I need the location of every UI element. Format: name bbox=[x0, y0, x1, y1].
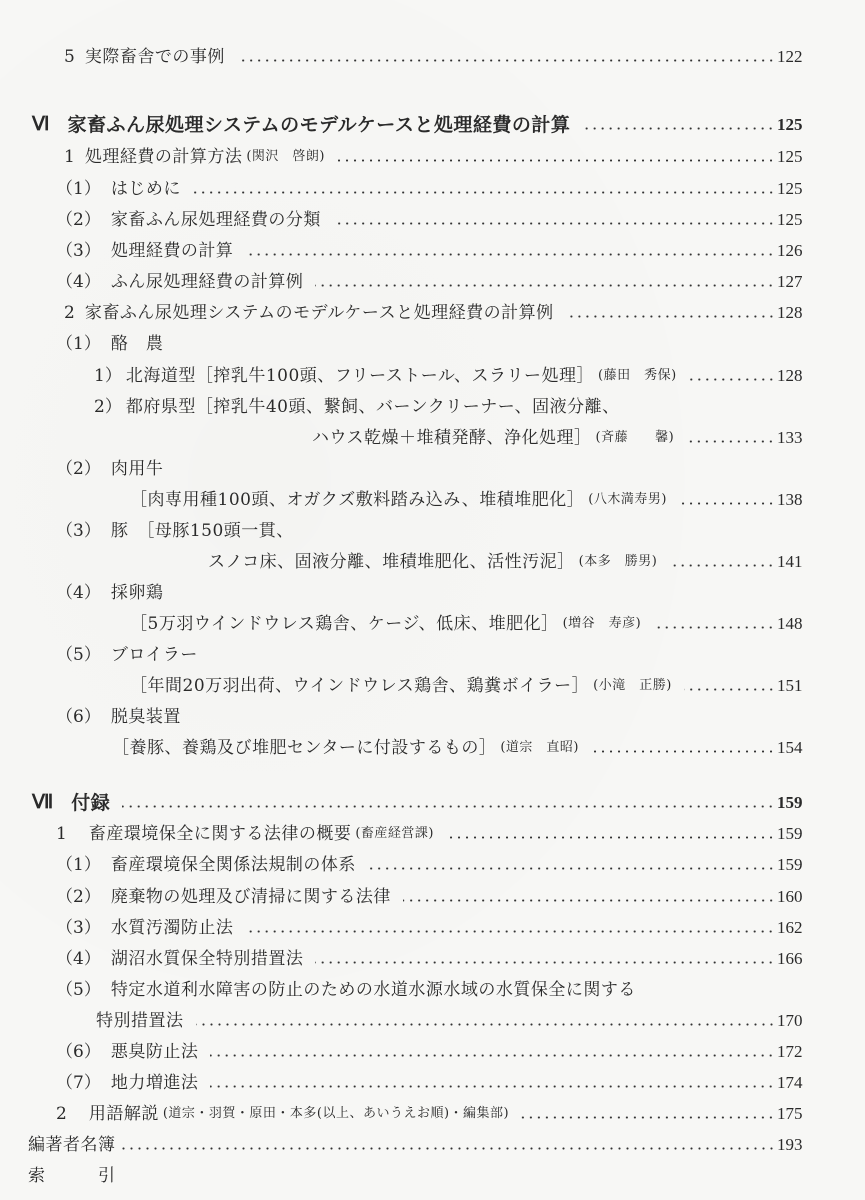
leader-dots bbox=[193, 191, 775, 194]
entry-title: ［5万羽ウインドウレス鶏舎、ケージ、低床、堆肥化］ bbox=[130, 614, 559, 634]
entry-title: ブロイラー bbox=[110, 645, 198, 665]
page-number: 128 bbox=[777, 303, 803, 322]
leader-dots bbox=[122, 805, 775, 808]
toc-entry[interactable] bbox=[0, 40, 865, 68]
page-number: 193 bbox=[777, 1135, 803, 1154]
toc-entry[interactable] bbox=[0, 234, 865, 262]
entry-number: （2） bbox=[56, 459, 101, 479]
leader-dots bbox=[582, 127, 775, 130]
chapter-title: 付録 bbox=[71, 792, 111, 814]
entry-title: 脱臭装置 bbox=[110, 707, 181, 727]
page-number: 148 bbox=[777, 614, 803, 633]
entry-title: 特定水道利水障害の防止のための水道水源水域の水質保全に関する bbox=[110, 980, 636, 1000]
leader-dots bbox=[368, 867, 775, 870]
entry-number: （4） bbox=[56, 949, 101, 969]
leader-dots bbox=[210, 1085, 775, 1088]
entry-title: スノコ床、固液分離、堆積堆肥化、活性汚泥］ bbox=[208, 552, 575, 572]
toc-entry[interactable] bbox=[0, 1066, 865, 1094]
toc-entry[interactable] bbox=[0, 1128, 865, 1156]
toc-chapter[interactable] bbox=[0, 786, 865, 814]
leader-dots bbox=[521, 1116, 775, 1119]
toc-entry[interactable] bbox=[0, 514, 865, 542]
page-number: 159 bbox=[777, 824, 803, 843]
page-number: 125 bbox=[777, 210, 803, 229]
toc-entry[interactable] bbox=[0, 942, 865, 970]
page-number: 160 bbox=[777, 887, 803, 906]
entry-title: ［年間20万羽出荷、ウインドウレス鶏舎、鶏糞ボイラー］ bbox=[130, 676, 590, 696]
toc-entry[interactable] bbox=[0, 172, 865, 200]
entry-title: 畜産環境保全関係法規制の体系 bbox=[110, 855, 356, 875]
leader-dots bbox=[679, 502, 775, 505]
entry-title: ［養豚、養鶏及び堆肥センターに付設するもの］ bbox=[112, 738, 497, 758]
entry-title: 水質汚濁防止法 bbox=[110, 918, 234, 938]
page-number: 175 bbox=[777, 1104, 803, 1123]
entry-title: ハウス乾燥＋堆積発酵、浄化処理］ bbox=[312, 428, 592, 448]
entry-title: 湖沼水質保全特別措置法 bbox=[110, 949, 304, 969]
entry-number: 2 bbox=[64, 303, 75, 323]
toc-entry[interactable] bbox=[0, 576, 865, 604]
toc-entry-continuation[interactable] bbox=[0, 545, 865, 573]
entry-author: (藤田 秀保) bbox=[598, 368, 677, 383]
page-number: 127 bbox=[777, 272, 803, 291]
entry-title: 索 引 bbox=[28, 1166, 116, 1186]
page-number: 154 bbox=[777, 738, 803, 757]
toc-entry[interactable] bbox=[0, 140, 865, 168]
leader-dots bbox=[446, 836, 775, 839]
toc-entry[interactable] bbox=[0, 327, 865, 355]
page-number: 172 bbox=[777, 1042, 803, 1061]
entry-title: はじめに bbox=[110, 179, 181, 199]
toc-entry[interactable] bbox=[0, 700, 865, 728]
entry-number: （1） bbox=[56, 855, 101, 875]
entry-number: （7） bbox=[56, 1073, 101, 1093]
toc-entry-continuation[interactable] bbox=[0, 731, 865, 759]
toc-entry[interactable] bbox=[0, 265, 865, 293]
entry-title: 北海道型［搾乳牛100頭、フリーストール、スラリー処理］ bbox=[125, 366, 595, 386]
leader-dots bbox=[591, 750, 775, 753]
entry-title: 都府県型［搾乳牛40頭、繋飼、バーンクリーナー、固液分離、 bbox=[125, 397, 620, 417]
entry-author: (関沢 啓朗) bbox=[246, 149, 325, 164]
page-number: 141 bbox=[777, 552, 803, 571]
page-number: 174 bbox=[777, 1073, 803, 1092]
toc-chapter[interactable] bbox=[0, 108, 865, 136]
entry-number: （3） bbox=[56, 241, 101, 261]
toc-entry[interactable] bbox=[0, 1159, 865, 1187]
entry-title: 豚 ［母豚150頭一貫、 bbox=[110, 521, 294, 541]
entry-title: 処理経費の計算 bbox=[110, 241, 234, 261]
chapter-number: Ⅶ bbox=[32, 792, 54, 813]
leader-dots bbox=[245, 930, 775, 933]
entry-title: 採卵鶏 bbox=[110, 583, 164, 603]
entry-title: 特別措置法 bbox=[96, 1011, 184, 1031]
entry-author: (道宗 直昭) bbox=[500, 740, 579, 755]
entry-author: (斉藤 馨) bbox=[595, 430, 675, 445]
chapter-title: 家畜ふん尿処理システムのモデルケースと処理経費の計算 bbox=[67, 114, 571, 136]
toc-entry[interactable] bbox=[0, 1097, 865, 1125]
entry-number: （3） bbox=[56, 521, 101, 541]
entry-number: 5 bbox=[64, 47, 75, 67]
page-number: 125 bbox=[777, 115, 803, 134]
page-number: 151 bbox=[777, 676, 803, 695]
leader-dots bbox=[669, 564, 775, 567]
toc-entry[interactable] bbox=[0, 359, 865, 387]
toc-entry-continuation[interactable] bbox=[0, 483, 865, 511]
page-number: 138 bbox=[777, 490, 803, 509]
toc-entry[interactable] bbox=[0, 203, 865, 231]
entry-title: 畜産環境保全に関する法律の概要 bbox=[88, 824, 352, 844]
leader-dots bbox=[210, 1054, 775, 1057]
leader-dots bbox=[653, 626, 775, 629]
entry-author: (畜産経営課) bbox=[355, 826, 434, 841]
page-number: 125 bbox=[777, 179, 803, 198]
entry-number: 1 bbox=[64, 147, 75, 167]
leader-dots bbox=[686, 440, 775, 443]
entry-title: 処理経費の計算方法 bbox=[84, 147, 243, 167]
toc-entry[interactable] bbox=[0, 848, 865, 876]
entry-author: (本多 勝男) bbox=[578, 554, 658, 569]
page-number: 166 bbox=[777, 949, 803, 968]
entry-author: (道宗・羽賀・原田・本多(以上、あいうえお順)・編集部) bbox=[162, 1106, 510, 1121]
entry-title: 地力増進法 bbox=[110, 1073, 199, 1093]
entry-title: 廃棄物の処理及び清掃に関する法律 bbox=[110, 887, 391, 907]
leader-dots bbox=[315, 961, 775, 964]
entry-title: 用語解説 bbox=[88, 1104, 159, 1124]
leader-dots bbox=[337, 159, 775, 162]
entry-title: 肉用牛 bbox=[110, 459, 164, 479]
toc-entry[interactable] bbox=[0, 973, 865, 1001]
toc-entry-continuation[interactable] bbox=[0, 607, 865, 635]
chapter-number: Ⅵ bbox=[32, 114, 50, 135]
entry-title: 悪臭防止法 bbox=[110, 1042, 199, 1062]
page-number: 122 bbox=[777, 47, 803, 66]
entry-number: （6） bbox=[56, 707, 101, 727]
entry-number: （5） bbox=[56, 980, 101, 1000]
entry-author: (八木満寿男) bbox=[588, 492, 667, 507]
leader-dots bbox=[689, 378, 775, 381]
entry-title: 実際畜舎での事例 bbox=[84, 47, 225, 67]
toc-entry-continuation[interactable] bbox=[0, 669, 865, 697]
page-number: 159 bbox=[777, 855, 803, 874]
entry-title: ふん尿処理経費の計算例 bbox=[110, 272, 304, 292]
entry-number: 1 bbox=[56, 824, 67, 844]
entry-author: (小滝 正勝) bbox=[593, 678, 672, 693]
leader-dots bbox=[196, 1023, 776, 1026]
page-number: 162 bbox=[777, 918, 803, 937]
entry-number: （5） bbox=[56, 645, 101, 665]
entry-author: (増谷 寿彦) bbox=[562, 616, 642, 631]
leader-dots bbox=[245, 253, 775, 256]
toc-entry-continuation[interactable] bbox=[0, 421, 865, 449]
entry-number: （3） bbox=[56, 918, 101, 938]
entry-number: （1） bbox=[56, 334, 101, 354]
toc-entry[interactable] bbox=[0, 638, 865, 666]
entry-number: 2） bbox=[94, 397, 122, 417]
entry-title: ［肉専用種100頭、オガクズ敷料踏み込み、堆積堆肥化］ bbox=[130, 490, 585, 510]
page-number: 126 bbox=[777, 241, 803, 260]
page-number: 128 bbox=[777, 366, 803, 385]
entry-number: 1） bbox=[94, 366, 122, 386]
leader-dots bbox=[118, 1147, 776, 1150]
leader-dots bbox=[566, 315, 775, 318]
entry-title: 家畜ふん尿処理システムのモデルケースと処理経費の計算例 bbox=[84, 303, 554, 323]
toc-entry[interactable] bbox=[0, 880, 865, 908]
entry-number: （4） bbox=[56, 583, 101, 603]
page-number: 159 bbox=[777, 793, 803, 812]
entry-number: （1） bbox=[56, 179, 101, 199]
toc-entry[interactable] bbox=[0, 390, 865, 418]
entry-number: （2） bbox=[56, 887, 101, 907]
toc-entry[interactable] bbox=[0, 452, 865, 480]
leader-dots bbox=[237, 59, 775, 62]
leader-dots bbox=[684, 688, 775, 691]
entry-title: 家畜ふん尿処理経費の分類 bbox=[110, 210, 321, 230]
leader-dots bbox=[333, 222, 775, 225]
entry-title: 編著者名簿 bbox=[28, 1135, 116, 1155]
entry-number: （2） bbox=[56, 210, 101, 230]
toc-entry[interactable] bbox=[0, 1035, 865, 1063]
page-number: 133 bbox=[777, 428, 803, 447]
entry-number: 2 bbox=[56, 1104, 67, 1124]
leader-dots bbox=[403, 899, 775, 902]
toc-entry[interactable] bbox=[0, 817, 865, 845]
entry-number: （4） bbox=[56, 272, 101, 292]
toc-entry-continuation[interactable] bbox=[0, 1004, 865, 1032]
entry-title: 酪 農 bbox=[110, 334, 164, 354]
page-number: 125 bbox=[777, 147, 803, 166]
entry-number: （6） bbox=[56, 1042, 101, 1062]
leader-dots bbox=[315, 284, 775, 287]
toc-entry[interactable] bbox=[0, 911, 865, 939]
page-number: 170 bbox=[777, 1011, 803, 1030]
toc-entry[interactable] bbox=[0, 296, 865, 324]
